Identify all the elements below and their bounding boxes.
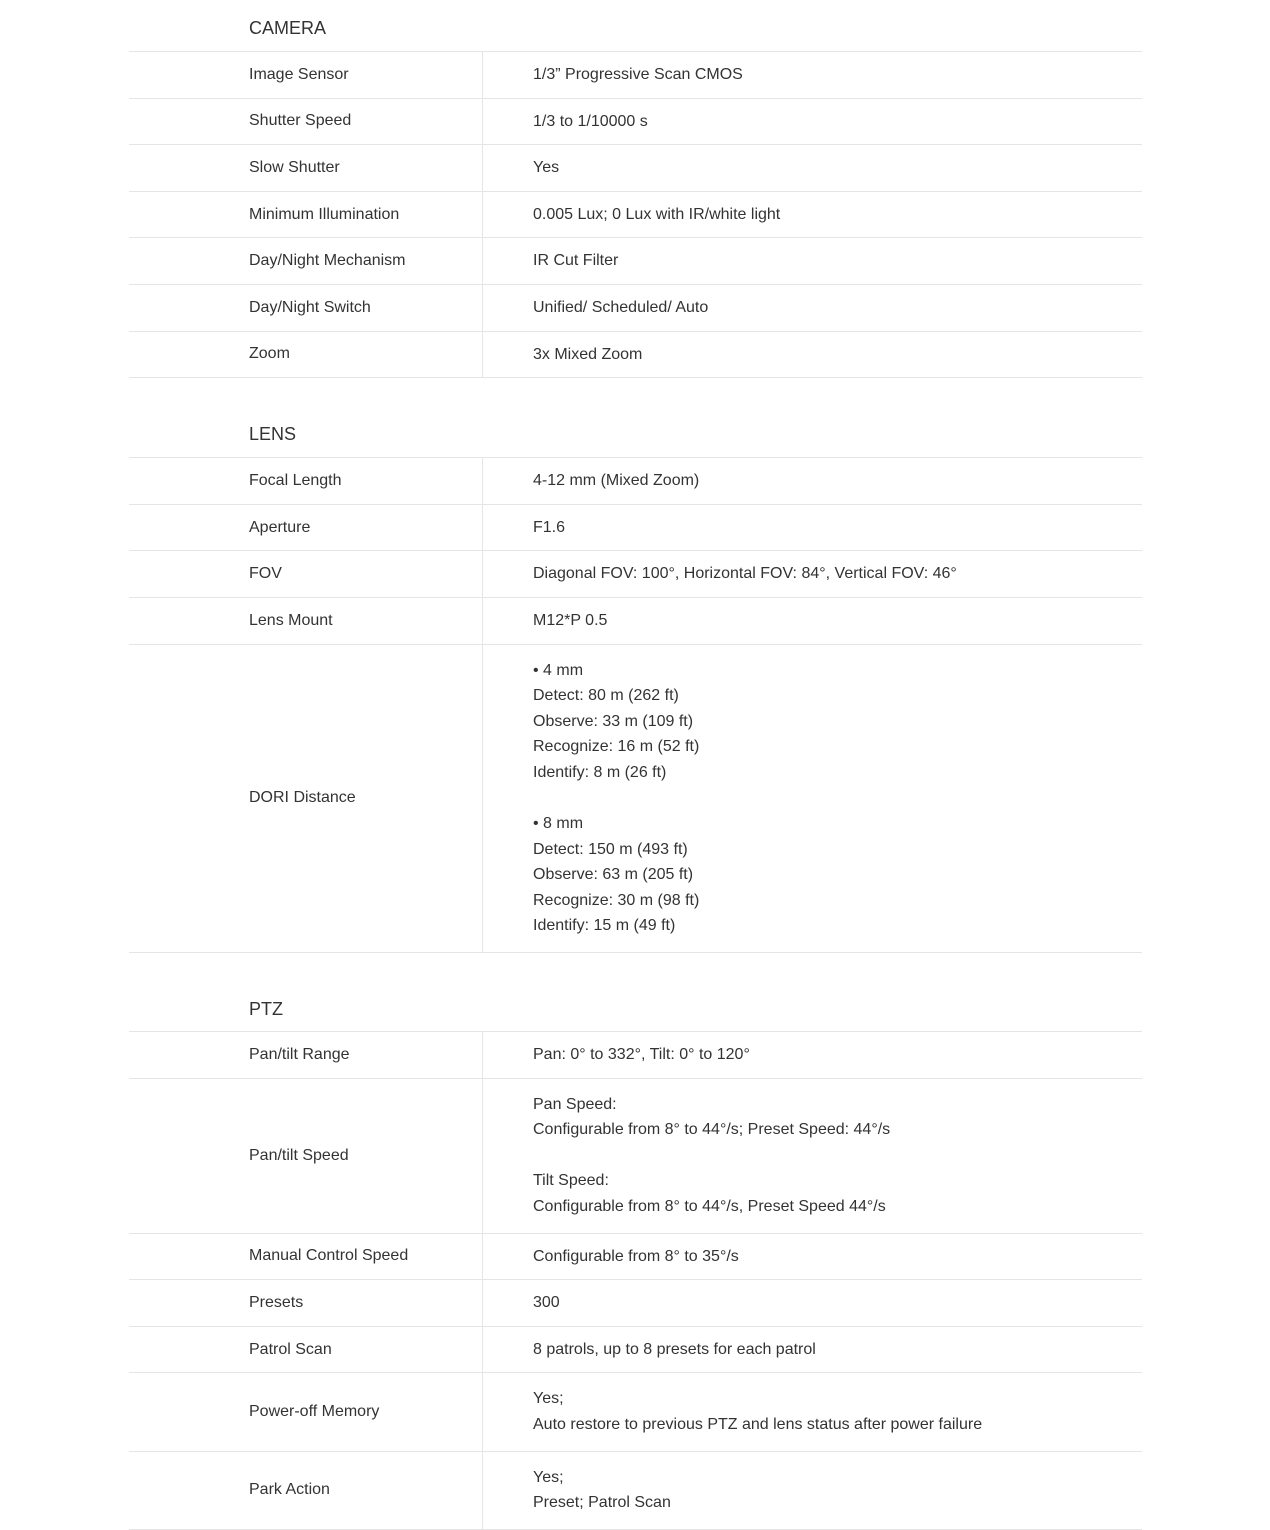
spec-row (129, 1234, 1142, 1281)
spec-value: 1/3 to 1/10000 s (533, 112, 648, 130)
section-title: PTZ (129, 953, 1142, 1032)
spec-value: M12*P 0.5 (533, 611, 608, 629)
spec-row (129, 1373, 1142, 1451)
spec-value: Pan: 0° to 332°, Tilt: 0° to 120° (533, 1046, 750, 1064)
spec-row (129, 551, 1142, 598)
spec-row (129, 192, 1142, 239)
spec-value: Pan Speed: Configurable from 8° to 44°/s; Preset Speed: 44°/s Tilt Speed: Configurable from 8° to 44°/s, Preset Speed 44°/s (533, 1095, 891, 1216)
spec-sheet (129, 0, 1142, 1530)
spec-value: Yes (533, 159, 560, 177)
spec-row (129, 1079, 1142, 1234)
spec-value: • 4 mm Detect: 80 m (262 ft) Observe: 33 m (109 ft) Recognize: 16 m (52 ft) Identify: 8 m (26 ft) • 8 mm Detect: 150 m (493 ft) Observe: 63 m (205 ft) Recognize: 30 m (98 ft) Identify: 15 m (49 ft) (533, 661, 700, 935)
spec-label: Slow Shutter (129, 145, 483, 191)
section-ptz (129, 953, 1142, 1530)
spec-label: Aperture (129, 505, 483, 551)
section-title: CAMERA (129, 0, 1142, 52)
spec-label: Day/Night Mechanism (129, 238, 483, 284)
spec-label: DORI Distance (129, 645, 483, 953)
spec-label: Lens Mount (129, 598, 483, 644)
spec-row (129, 332, 1142, 379)
spec-value: Yes; Preset; Patrol Scan (533, 1468, 671, 1512)
spec-label: Pan/tilt Speed (129, 1079, 483, 1233)
spec-label: Presets (129, 1280, 483, 1326)
spec-label: Day/Night Switch (129, 285, 483, 331)
spec-value: 8 patrols, up to 8 presets for each patrol (533, 1340, 816, 1358)
spec-row (129, 598, 1142, 645)
spec-row (129, 505, 1142, 552)
spec-row (129, 99, 1142, 146)
spec-value: 1/3” Progressive Scan CMOS (533, 66, 743, 83)
spec-value: 3x Mixed Zoom (533, 345, 643, 363)
spec-value: 300 (533, 1294, 560, 1312)
spec-row (129, 1032, 1142, 1079)
spec-value: 4-12 mm (Mixed Zoom) (533, 472, 700, 490)
spec-value: Unified/ Scheduled/ Auto (533, 298, 709, 316)
spec-value: Configurable from 8° to 35°/s (533, 1247, 739, 1265)
spec-row (129, 1452, 1142, 1530)
spec-label: Image Sensor (129, 52, 483, 98)
section-lens (129, 378, 1142, 953)
spec-row (129, 145, 1142, 192)
section-camera (129, 0, 1142, 378)
spec-row (129, 285, 1142, 332)
spec-label: Zoom (129, 332, 483, 378)
spec-value: F1.6 (533, 518, 566, 536)
spec-label: Power-off Memory (129, 1373, 483, 1450)
spec-label: Park Action (129, 1452, 483, 1529)
spec-label: Patrol Scan (129, 1327, 483, 1373)
section-title: LENS (129, 378, 1142, 458)
spec-row (129, 238, 1142, 285)
spec-label: FOV (129, 551, 483, 597)
spec-label: Focal Length (129, 458, 483, 504)
spec-value: IR Cut Filter (533, 252, 619, 270)
spec-label: Manual Control Speed (129, 1234, 483, 1280)
spec-label: Minimum Illumination (129, 192, 483, 238)
spec-label: Shutter Speed (129, 99, 483, 145)
spec-row (129, 1327, 1142, 1374)
spec-row (129, 458, 1142, 505)
spec-row (129, 1280, 1142, 1327)
spec-value: 0.005 Lux; 0 Lux with IR/white light (533, 205, 781, 223)
spec-row (129, 52, 1142, 99)
spec-row (129, 645, 1142, 954)
spec-value: Diagonal FOV: 100°, Horizontal FOV: 84°, Vertical FOV: 46° (533, 565, 957, 583)
spec-label: Pan/tilt Range (129, 1032, 483, 1078)
spec-value: Yes; Auto restore to previous PTZ and lens status after power failure (533, 1390, 983, 1433)
